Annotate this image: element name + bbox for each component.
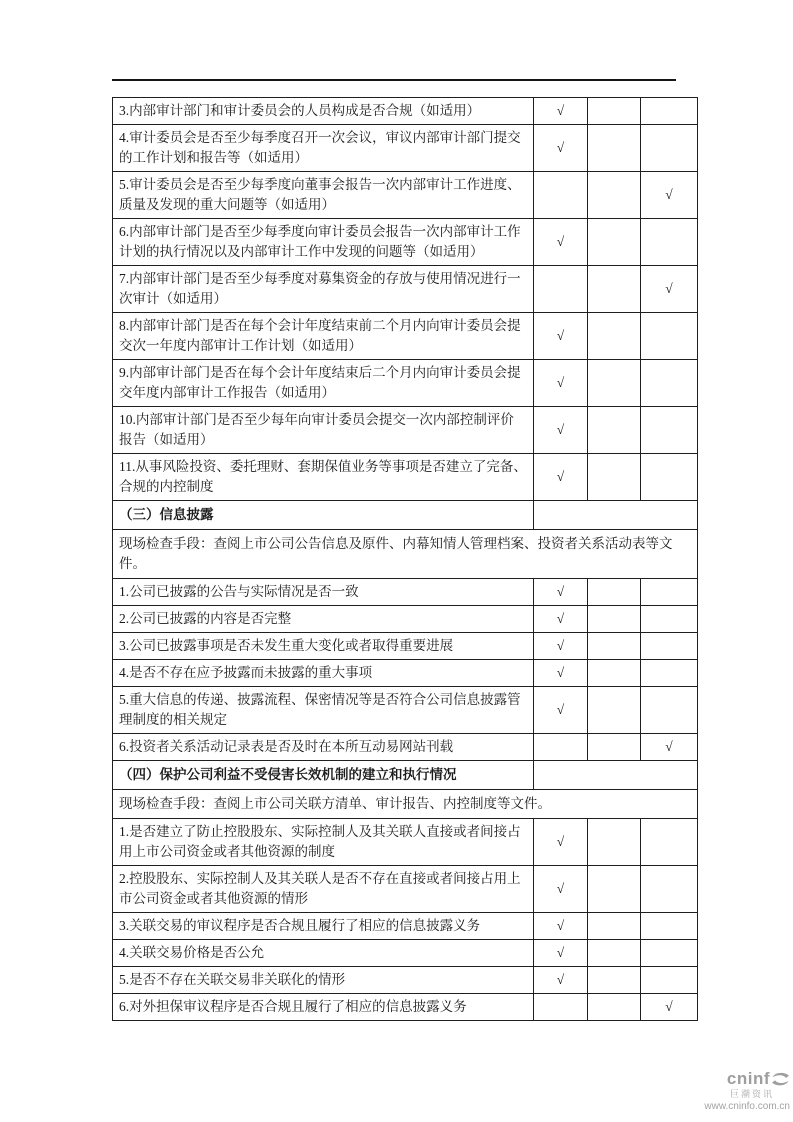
- checkmark-cell: √: [534, 407, 588, 454]
- check-cell: [588, 819, 641, 866]
- checklist-row: [113, 660, 698, 687]
- check-cell: [588, 866, 641, 913]
- check-cell: [641, 940, 698, 967]
- checklist-row: [113, 360, 698, 407]
- cninfo-logo: [704, 1069, 790, 1112]
- checkmark-cell: √: [641, 994, 698, 1021]
- check-cell: [588, 125, 641, 172]
- checkmark-cell: √: [534, 98, 588, 125]
- inspection-method-cell: 现场检查手段：查阅上市公司关联方清单、审计报告、内控制度等文件。: [113, 790, 698, 819]
- check-cell: [641, 633, 698, 660]
- checkmark-cell: √: [534, 866, 588, 913]
- question-cell: 5.是否不存在关联交易非关联化的情形: [113, 967, 534, 994]
- question-cell: 3.关联交易的审议程序是否合规且履行了相应的信息披露义务: [113, 913, 534, 940]
- checklist-row: [113, 454, 698, 501]
- checkmark-cell: √: [534, 360, 588, 407]
- check-cell: [588, 172, 641, 219]
- check-cell: [588, 687, 641, 734]
- question-cell: 6.对外担保审议程序是否合规且履行了相应的信息披露义务: [113, 994, 534, 1021]
- cninfo-logo-text: cninf: [726, 1069, 770, 1088]
- check-cell: [588, 913, 641, 940]
- check-cell: [588, 994, 641, 1021]
- question-cell: 7.内部审计部门是否至少每季度对募集资金的存放与使用情况进行一次审计（如适用）: [113, 266, 534, 313]
- check-cell: [641, 98, 698, 125]
- question-cell: 3.公司已披露事项是否未发生重大变化或者取得重要进展: [113, 633, 534, 660]
- question-cell: 1.是否建立了防止控股股东、实际控制人及其关联人直接或者间接占用上市公司资金或者其他资源的制度: [113, 819, 534, 866]
- checkmark-cell: √: [534, 125, 588, 172]
- checkmark-cell: √: [534, 633, 588, 660]
- section-header-row: [113, 501, 698, 530]
- checkmark-cell: √: [534, 940, 588, 967]
- checklist-row: [113, 866, 698, 913]
- section-empty-cell: [534, 501, 698, 530]
- checkmark-cell: √: [534, 913, 588, 940]
- audit-checklist-table: [112, 97, 698, 1021]
- checkmark-cell: √: [534, 819, 588, 866]
- check-cell: [641, 454, 698, 501]
- checkmark-cell: √: [534, 219, 588, 266]
- question-cell: 6.内部审计部门是否至少每季度向审计委员会报告一次内部审计工作计划的执行情况以及内部审计工作中发现的问题等（如适用）: [113, 219, 534, 266]
- question-cell: 4.审计委员会是否至少每季度召开一次会议，审议内部审计部门提交的工作计划和报告等（如适用）: [113, 125, 534, 172]
- question-cell: 2.公司已披露的内容是否完整: [113, 606, 534, 633]
- check-cell: [588, 579, 641, 606]
- checklist-row: [113, 219, 698, 266]
- question-cell: 8.内部审计部门是否在每个会计年度结束前二个月内向审计委员会提交次一年度内部审计工作计划（如适用）: [113, 313, 534, 360]
- checkmark-cell: √: [641, 266, 698, 313]
- check-cell: [641, 313, 698, 360]
- checklist-row: [113, 913, 698, 940]
- check-cell: [588, 606, 641, 633]
- inspection-method-row: [113, 530, 698, 579]
- check-cell: [641, 219, 698, 266]
- section-title-cell: （三）信息披露: [113, 501, 534, 530]
- check-cell: [588, 660, 641, 687]
- check-cell: [588, 313, 641, 360]
- check-cell: [588, 98, 641, 125]
- question-cell: 9.内部审计部门是否在每个会计年度结束后二个月内向审计委员会提交年度内部审计工作报告（如适用）: [113, 360, 534, 407]
- check-cell: [641, 579, 698, 606]
- checklist-row: [113, 606, 698, 633]
- checklist-row: [113, 687, 698, 734]
- checklist-row: [113, 98, 698, 125]
- check-cell: [641, 125, 698, 172]
- cninfo-swirl-icon: [771, 1071, 790, 1088]
- checklist-row: [113, 172, 698, 219]
- check-cell: [641, 407, 698, 454]
- checkmark-cell: √: [534, 687, 588, 734]
- question-cell: 2.控股股东、实际控制人及其关联人是否不存在直接或者间接占用上市公司资金或者其他资源的情形: [113, 866, 534, 913]
- section-empty-cell: [534, 761, 698, 790]
- checklist-row: [113, 819, 698, 866]
- checkmark-cell: √: [534, 967, 588, 994]
- checklist-table-body: [113, 98, 698, 1021]
- checkmark-cell: √: [641, 172, 698, 219]
- inspection-method-cell: 现场检查手段：查阅上市公司公告信息及原件、内幕知情人管理档案、投资者关系活动表等文件。: [113, 530, 698, 579]
- check-cell: [641, 687, 698, 734]
- cninfo-logo-url: www.cninfo.com.cn: [704, 1101, 790, 1112]
- checkmark-cell: √: [534, 660, 588, 687]
- inspection-method-row: [113, 790, 698, 819]
- checklist-row: [113, 125, 698, 172]
- header-rule: [112, 79, 676, 81]
- checklist-row: [113, 734, 698, 761]
- checkmark-cell: √: [534, 606, 588, 633]
- check-cell: [641, 606, 698, 633]
- check-cell: [641, 819, 698, 866]
- section-title-cell: （四）保护公司利益不受侵害长效机制的建立和执行情况: [113, 761, 534, 790]
- checklist-row: [113, 633, 698, 660]
- checklist-row: [113, 994, 698, 1021]
- question-cell: 11.从事风险投资、委托理财、套期保值业务等事项是否建立了完备、合规的内控制度: [113, 454, 534, 501]
- checkmark-cell: √: [641, 734, 698, 761]
- check-cell: [588, 454, 641, 501]
- check-cell: [534, 994, 588, 1021]
- check-cell: [534, 266, 588, 313]
- check-cell: [534, 172, 588, 219]
- check-cell: [588, 407, 641, 454]
- check-cell: [641, 866, 698, 913]
- cninfo-logo-line: [704, 1069, 790, 1089]
- check-cell: [588, 734, 641, 761]
- checklist-row: [113, 940, 698, 967]
- check-cell: [588, 360, 641, 407]
- checklist-row: [113, 266, 698, 313]
- check-cell: [641, 913, 698, 940]
- question-cell: 6.投资者关系活动记录表是否及时在本所互动易网站刊载: [113, 734, 534, 761]
- check-cell: [588, 219, 641, 266]
- check-cell: [588, 940, 641, 967]
- question-cell: 1.公司已披露的公告与实际情况是否一致: [113, 579, 534, 606]
- check-cell: [588, 967, 641, 994]
- check-cell: [641, 660, 698, 687]
- question-cell: 4.是否不存在应予披露而未披露的重大事项: [113, 660, 534, 687]
- check-cell: [588, 633, 641, 660]
- checklist-row: [113, 579, 698, 606]
- section-header-row: [113, 761, 698, 790]
- question-cell: 3.内部审计部门和审计委员会的人员构成是否合规（如适用）: [113, 98, 534, 125]
- checkmark-cell: √: [534, 313, 588, 360]
- question-cell: 5.重大信息的传递、披露流程、保密情况等是否符合公司信息披露管理制度的相关规定: [113, 687, 534, 734]
- checklist-row: [113, 407, 698, 454]
- checklist-row: [113, 967, 698, 994]
- question-cell: 10.内部审计部门是否至少每年向审计委员会提交一次内部控制评价报告（如适用）: [113, 407, 534, 454]
- checklist-row: [113, 313, 698, 360]
- checkmark-cell: √: [534, 454, 588, 501]
- check-cell: [641, 967, 698, 994]
- question-cell: 4.关联交易价格是否公允: [113, 940, 534, 967]
- question-cell: 5.审计委员会是否至少每季度向董事会报告一次内部审计工作进度、质量及发现的重大问题等（如适用）: [113, 172, 534, 219]
- check-cell: [641, 360, 698, 407]
- checkmark-cell: √: [534, 579, 588, 606]
- cninfo-logo-chinese: 巨潮资讯: [729, 1089, 774, 1099]
- check-cell: [588, 266, 641, 313]
- check-cell: [534, 734, 588, 761]
